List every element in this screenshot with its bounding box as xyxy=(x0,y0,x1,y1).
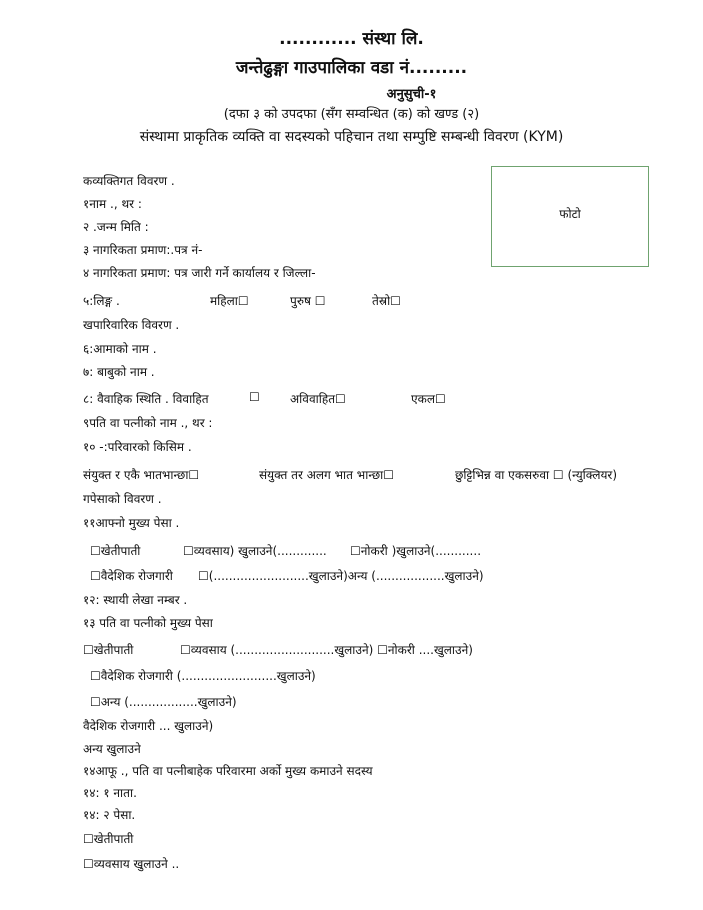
gender-female-option[interactable]: महिला☐ xyxy=(210,294,249,308)
gender-label: ५:लिङ्ग . xyxy=(83,294,120,308)
occupation-business-option[interactable]: ☐व्यवसाय) खुलाउने(............. xyxy=(183,544,327,558)
spouse-occupation-farming-option[interactable]: ☐खेतीपाती xyxy=(83,643,134,657)
earner-farming-option[interactable]: ☐खेतीपाती xyxy=(83,832,134,846)
gender-third-option[interactable]: तेस्रो☐ xyxy=(372,294,401,308)
personal-details-heading: कव्यक्तिगत विवरण . xyxy=(83,174,175,188)
gender-male-option[interactable]: पुरुष ☐ xyxy=(290,294,326,308)
dob-field: २ .जन्म मिति : xyxy=(83,220,149,234)
earner-business-option[interactable]: ☐व्यवसाय खुलाउने .. xyxy=(83,857,180,871)
municipality-ward-heading: जन्तेढुङ्गा गाउपालिका वडा नं......... xyxy=(235,58,468,78)
citizenship-number-field: ३ नागरिकता प्रमाण:.पत्र नं- xyxy=(83,243,203,257)
occupation-foreign-employment-option[interactable]: ☐वैदेशिक रोजगारी xyxy=(90,569,173,583)
marital-married-checkbox[interactable]: ☐ xyxy=(249,390,260,404)
marital-unmarried-option[interactable]: अविवाहित☐ xyxy=(290,392,346,406)
spouse-occupation-label: १३ पति वा पत्नीको मुख्य पेसा xyxy=(83,616,213,630)
schedule-heading: अनुसुची-१ xyxy=(386,87,437,102)
marital-status-label: ८: वैवाहिक स्थिति . विवाहित xyxy=(83,392,209,406)
pan-number-field: १२: स्थायी लेखा नम्बर . xyxy=(83,593,188,607)
earner-occupation-field: १४: २ पेसा. xyxy=(83,808,136,822)
occupation-service-option[interactable]: ☐नोकरी )खुलाउने(............ xyxy=(350,544,482,558)
spouse-name-field: ९पति वा पत्नीको नाम ., थर : xyxy=(83,416,213,430)
family-joint-separate-option[interactable]: संयुक्त तर अलग भात भान्छा☐ xyxy=(259,468,395,482)
occupation-farming-option[interactable]: ☐खेतीपाती xyxy=(90,544,141,558)
photo-label: फोटो xyxy=(559,207,581,221)
family-nuclear-option[interactable]: छुट्टिभिन्न वा एकसरुवा ☐ (न्युक्लियर) xyxy=(455,468,618,482)
occupation-other-option[interactable]: ☐(.........................खुलाउने)अन्य (..................खुलाउने) xyxy=(198,569,484,583)
spouse-occupation-business-option[interactable]: ☐व्यवसाय (..........................खुलाउने) ☐नोकरी ....खुलाउने) xyxy=(180,643,473,657)
citizenship-office-field: ४ नागरिकता प्रमाण: पत्र जारी गर्ने कार्यालय र जिल्ला- xyxy=(83,266,316,280)
family-type-label: १० -:परिवारको किसिम . xyxy=(83,440,192,454)
spouse-occupation-other-option[interactable]: ☐अन्य (..................खुलाउने) xyxy=(90,695,237,709)
form-title: संस्थामा प्राकृतिक व्यक्ति वा सदस्यको पहिचान तथा सम्पुष्टि सम्बन्धी विवरण (KYM) xyxy=(139,129,564,145)
mother-name-field: ६:आमाको नाम . xyxy=(83,342,157,356)
clause-reference: (दफा ३ को उपदफा (सँग सम्वन्धित (क) को खण्ड (२) xyxy=(223,107,480,122)
family-details-heading: खपारिवारिक विवरण . xyxy=(83,318,180,332)
main-occupation-label: ११आफ्नो मुख्य पेसा . xyxy=(83,516,180,530)
father-name-field: ७: बाबुको नाम . xyxy=(83,365,155,379)
occupation-heading: गपेसाको विवरण . xyxy=(83,492,162,506)
other-line: अन्य खुलाउने xyxy=(83,742,141,756)
other-earner-label: १४आफू ., पति वा पत्नीबाहेक परिवारमा अर्को मुख्य कमाउने सदस्य xyxy=(83,764,373,778)
marital-single-option[interactable]: एकल☐ xyxy=(411,392,446,406)
foreign-employment-line: वैदेशिक रोजगारी ... खुलाउने) xyxy=(83,719,214,733)
family-joint-option[interactable]: संयुक्त र एकै भातभान्छा☐ xyxy=(83,468,200,482)
name-field: १नाम ., थर : xyxy=(83,197,142,211)
photo-box xyxy=(491,166,649,267)
spouse-occupation-foreign-option[interactable]: ☐वैदेशिक रोजगारी (.........................खुलाउने) xyxy=(90,669,316,683)
org-name-heading: ............ संस्था लि. xyxy=(279,29,424,49)
earner-relation-field: १४: १ नाता. xyxy=(83,786,137,800)
